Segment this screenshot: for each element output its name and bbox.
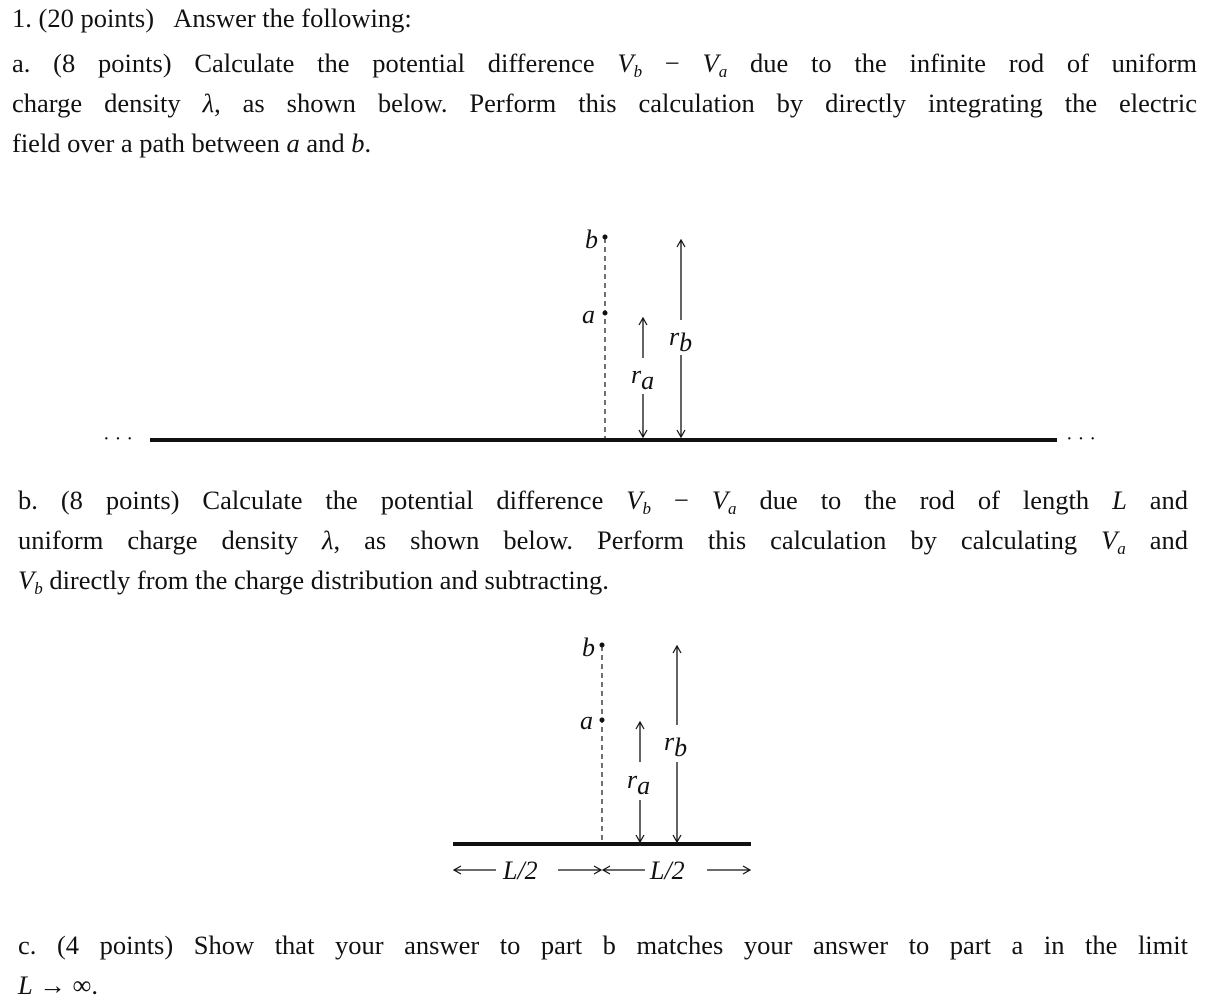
ellipsis-left: · · · bbox=[103, 428, 133, 450]
text: directly from the charge distribution and subtracting. bbox=[49, 565, 609, 595]
ellipsis-right: · · · bbox=[1066, 428, 1096, 450]
label-rb: rb bbox=[664, 727, 688, 762]
part-c-label: c. bbox=[18, 930, 37, 960]
text: due to the infinite rod of uniform bbox=[749, 48, 1198, 78]
part-a-label: a. bbox=[12, 48, 31, 78]
question-intro: Answer the following: bbox=[173, 3, 412, 33]
part-b-label: b. bbox=[18, 485, 38, 515]
point-a-dot bbox=[603, 311, 608, 316]
label-right-half-length: L/2 bbox=[650, 856, 685, 885]
part-b-line-2 bbox=[18, 520, 1188, 560]
part-c-line-2 bbox=[18, 965, 1203, 1005]
math-b: b bbox=[351, 128, 365, 158]
point-a-dot bbox=[600, 718, 605, 723]
text: field over a path between bbox=[12, 128, 280, 158]
text: Calculate the potential difference bbox=[194, 48, 595, 78]
text: and bbox=[1149, 525, 1189, 555]
math-va: $V_a$ bbox=[1101, 525, 1126, 558]
math-vb: $V_b$ bbox=[18, 565, 43, 598]
part-b-points: (8 points) bbox=[60, 485, 180, 515]
diagram-infinite-rod bbox=[103, 225, 1096, 450]
point-b-dot bbox=[603, 235, 608, 240]
math-a: a bbox=[286, 128, 300, 158]
text: charge density bbox=[12, 88, 181, 118]
label-b: b bbox=[585, 225, 598, 254]
text: uniform charge density bbox=[18, 525, 299, 555]
text: and bbox=[306, 128, 345, 158]
label-ra: ra bbox=[627, 765, 651, 800]
label-left-half-length: L/2 bbox=[503, 856, 538, 885]
math-lambda: λ, as shown below. Perform this calculation by calculating bbox=[322, 525, 1078, 555]
part-c-line-1 bbox=[18, 925, 1188, 965]
text: due to the rod of length bbox=[759, 485, 1090, 515]
label-a: a bbox=[582, 300, 595, 329]
label-rb: rb bbox=[669, 322, 693, 357]
part-c-points: (4 points) bbox=[56, 930, 174, 960]
math-lambda: λ, as shown below. Perform this calculation by directly integrating the electric bbox=[202, 88, 1198, 118]
part-a-line-3: field over a path between a and b. bbox=[12, 128, 372, 158]
diagram-finite-rod bbox=[453, 633, 751, 885]
text: and bbox=[1149, 485, 1189, 515]
question-number: 1. bbox=[12, 3, 32, 33]
part-b-line-1 bbox=[18, 480, 1188, 520]
text: Calculate the potential difference bbox=[202, 485, 604, 515]
math-vb-minus-va: $V_b - V_a$ bbox=[617, 48, 728, 81]
question-points: (20 points) bbox=[38, 3, 155, 33]
label-a: a bbox=[580, 706, 593, 735]
part-a-points: (8 points) bbox=[53, 48, 172, 78]
label-ra: ra bbox=[631, 360, 655, 395]
math-limit: L → ∞. bbox=[18, 970, 99, 1000]
text: Show that your answer to part b matches your answer to part a in the limit bbox=[193, 930, 1189, 960]
part-b-line-3 bbox=[18, 560, 1203, 600]
math-vb-minus-va: $V_b - V_a$ bbox=[626, 485, 737, 518]
label-b: b bbox=[582, 633, 595, 662]
math-L: L bbox=[1112, 485, 1127, 515]
point-b-dot bbox=[600, 643, 605, 648]
